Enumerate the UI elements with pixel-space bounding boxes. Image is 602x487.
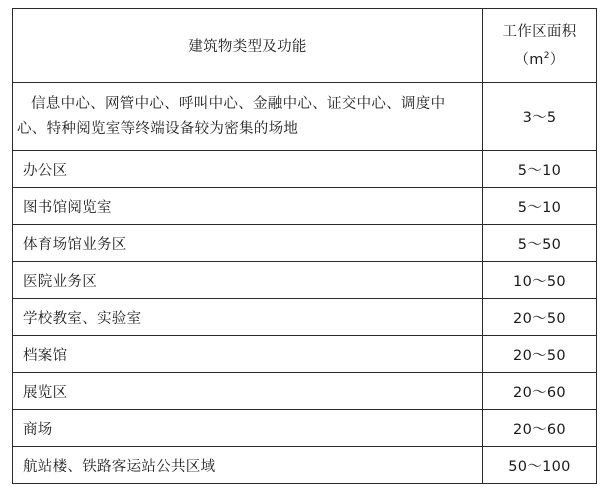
table-row: [13, 225, 597, 262]
building-type-cell: 医院业务区: [13, 262, 483, 299]
table-row: [13, 83, 597, 151]
table-row: [13, 262, 597, 299]
building-type-cell: 航站楼、铁路客运站公共区域: [13, 447, 483, 484]
table-row: [13, 188, 597, 225]
building-type-cell: 图书馆阅览室: [13, 188, 483, 225]
work-area-cell: 20～50: [483, 299, 597, 336]
work-area-cell: 3～5: [483, 83, 597, 151]
header-work-area-unit: $(m^2)$: [514, 50, 565, 68]
building-type-cell: 学校教室、实验室: [13, 299, 483, 336]
table-header-row: [13, 9, 597, 83]
building-type-cell: 档案馆: [13, 336, 483, 373]
work-area-table: [12, 8, 597, 484]
table-row: [13, 447, 597, 484]
building-type-cell: 体育场馆业务区: [13, 225, 483, 262]
work-area-cell: 20～60: [483, 373, 597, 410]
building-type-cell: 信息中心、网管中心、呼叫中心、金融中心、证交中心、调度中心、特种阅览室等终端设备较为密集的场地: [13, 83, 483, 151]
table-row: [13, 151, 597, 188]
table-row: [13, 373, 597, 410]
work-area-cell: 5～10: [483, 151, 597, 188]
work-area-cell: 20～60: [483, 410, 597, 447]
table-row: [13, 299, 597, 336]
work-area-cell: 50～100: [483, 447, 597, 484]
work-area-cell: 10～50: [483, 262, 597, 299]
work-area-cell: 5～50: [483, 225, 597, 262]
table-row: [13, 410, 597, 447]
table-row: [13, 336, 597, 373]
work-area-cell: 20～50: [483, 336, 597, 373]
building-type-cell: 办公区: [13, 151, 483, 188]
header-work-area: [483, 9, 597, 83]
building-type-cell: 展览区: [13, 373, 483, 410]
building-type-cell: 商场: [13, 410, 483, 447]
work-area-cell: 5～10: [483, 188, 597, 225]
header-work-area-label: 工作区面积: [502, 23, 577, 40]
header-building-type: 建筑物类型及功能: [13, 9, 483, 83]
